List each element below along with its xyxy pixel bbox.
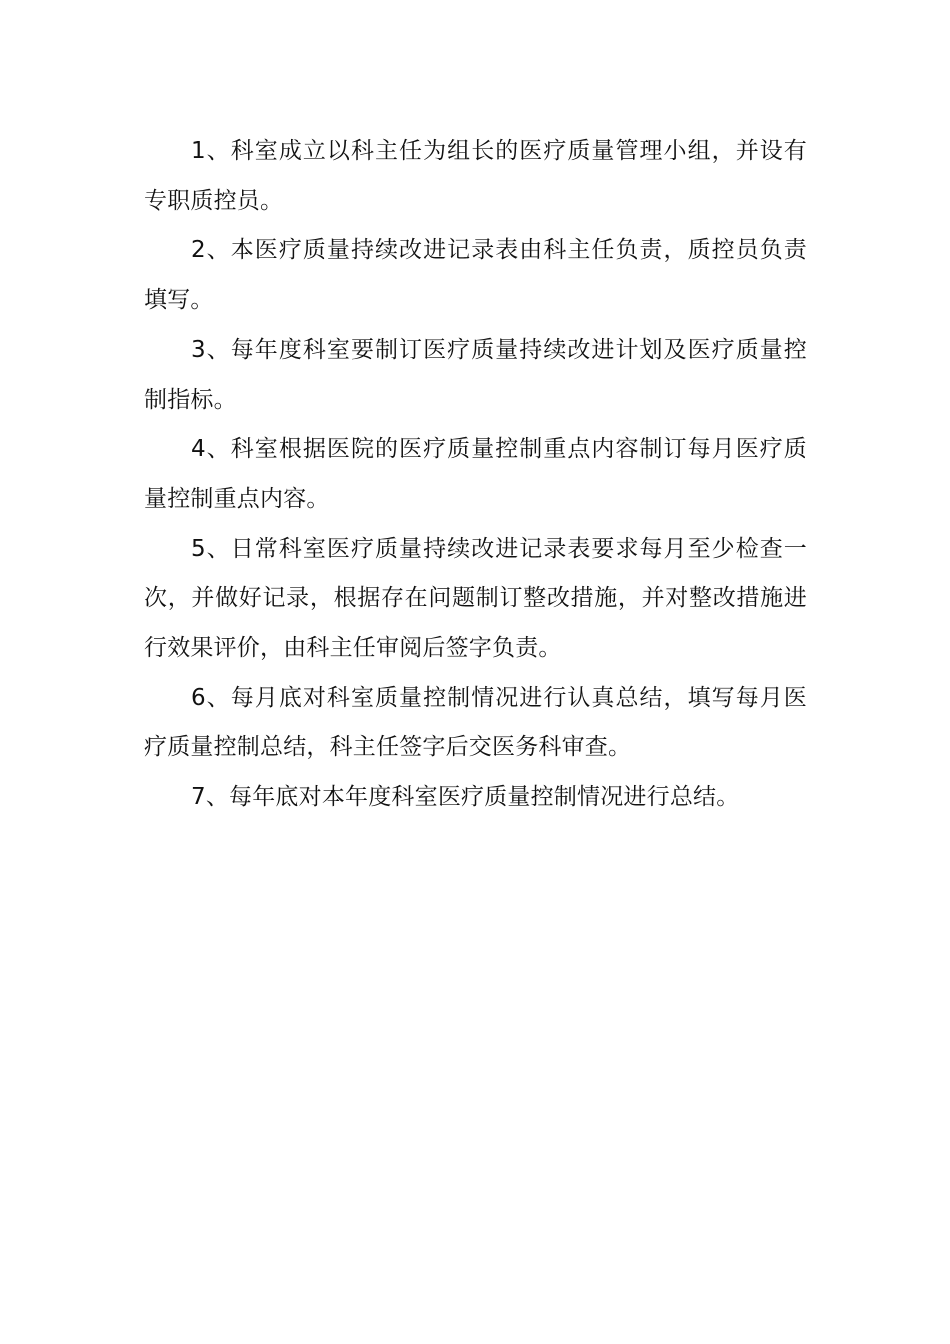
paragraph-6: 6、每月底对科室质量控制情况进行认真总结，填写每月医疗质量控制总结，科主任签字后交医务科审查。 — [144, 684, 807, 761]
paragraph-4: 4、科室根据医院的医疗质量控制重点内容制订每月医疗质量控制重点内容。 — [144, 436, 807, 512]
document-body — [144, 127, 807, 823]
paragraph-5: 5、日常科室医疗质量持续改进记录表要求每月至少检查一次，并做好记录，根据存在问题制订整改措施，并对整改措施进行效果评价，由科主任审阅后签字负责。 — [144, 535, 807, 662]
paragraph-2: 2、本医疗质量持续改进记录表由科主任负责，质控员负责填写。 — [144, 237, 807, 314]
paragraph-1: 1、科室成立以科主任为组长的医疗质量管理小组，并设有专职质控员。 — [144, 138, 807, 214]
paragraph-7: 7、每年底对本年度科室医疗质量控制情况进行总结。 — [191, 784, 740, 811]
paragraph-3: 3、每年度科室要制订医疗质量持续改进计划及医疗质量控制指标。 — [144, 336, 807, 413]
